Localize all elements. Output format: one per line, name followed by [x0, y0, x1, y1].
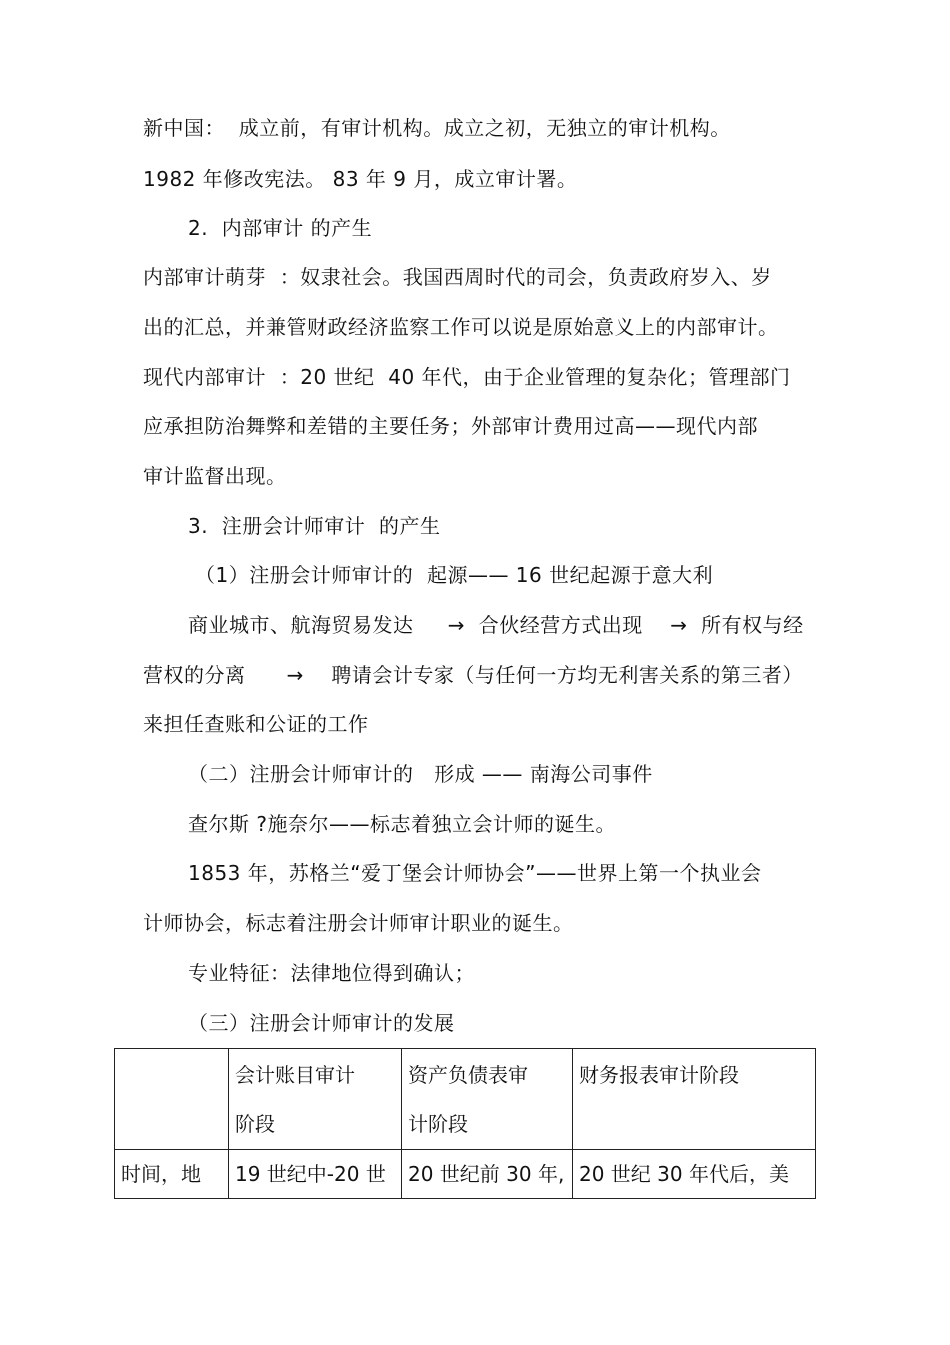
- text-line: 出的汇总，并兼管财政经济监察工作可以说是原始意义上的内部审计。: [143, 315, 779, 339]
- table-row: [115, 1150, 816, 1199]
- sub-heading: （三）注册会计师审计的发展: [188, 1011, 455, 1035]
- sub-heading: （1）注册会计师审计的 起源—— 16 世纪起源于意大利: [195, 563, 714, 587]
- text-line: 内部审计萌芽 ：奴隶社会。我国西周时代的司会，负责政府岁入、岁: [143, 265, 772, 289]
- table-cell: 时间，地: [115, 1150, 229, 1199]
- text-line: 查尔斯 ?施奈尔——标志着独立会计师的诞生。: [188, 812, 616, 836]
- table-cell: [115, 1049, 229, 1150]
- table-header-row: [115, 1049, 816, 1150]
- text-line: 专业特征：法律地位得到确认；: [188, 961, 475, 985]
- sub-heading: （二）注册会计师审计的 形成 —— 南海公司事件: [188, 762, 653, 786]
- table-cell: 19 世纪中-20 世: [229, 1150, 402, 1199]
- section-heading: 2. 内部审计 的产生: [188, 216, 373, 240]
- text-line: 审计监督出现。: [143, 464, 287, 488]
- text-line: 应承担防治舞弊和差错的主要任务；外部审计费用过高——现代内部: [143, 414, 758, 438]
- text-line: 1982 年修改宪法。 83 年 9 月，成立审计署。: [143, 167, 578, 191]
- text-line: 1853 年，苏格兰“爱丁堡会计师协会”——世界上第一个执业会: [188, 861, 762, 885]
- table-cell: 资产负债表审 计阶段: [402, 1049, 573, 1150]
- section-heading: 3. 注册会计师审计 的产生: [188, 514, 441, 538]
- text-line: 新中国： 成立前，有审计机构。成立之初，无独立的审计机构。: [143, 116, 731, 140]
- table-cell: 20 世纪 30 年代后，美: [573, 1150, 816, 1199]
- text-line: 商业城市、航海贸易发达 → 合伙经营方式出现 → 所有权与经: [188, 613, 804, 637]
- table-cell: 财务报表审计阶段: [573, 1049, 816, 1150]
- text-line: 计师协会，标志着注册会计师审计职业的诞生。: [143, 911, 574, 935]
- text-line: 现代内部审计 ：20 世纪 40 年代，由于企业管理的复杂化；管理部门: [143, 365, 791, 389]
- text-line: 来担任查账和公证的工作: [143, 712, 369, 736]
- development-stage-table: [114, 1048, 816, 1199]
- text-line: 营权的分离 → 聘请会计专家（与任何一方均无利害关系的第三者）: [143, 663, 803, 687]
- table-cell: 会计账目审计 阶段: [229, 1049, 402, 1150]
- table-cell: 20 世纪前 30 年,: [402, 1150, 573, 1199]
